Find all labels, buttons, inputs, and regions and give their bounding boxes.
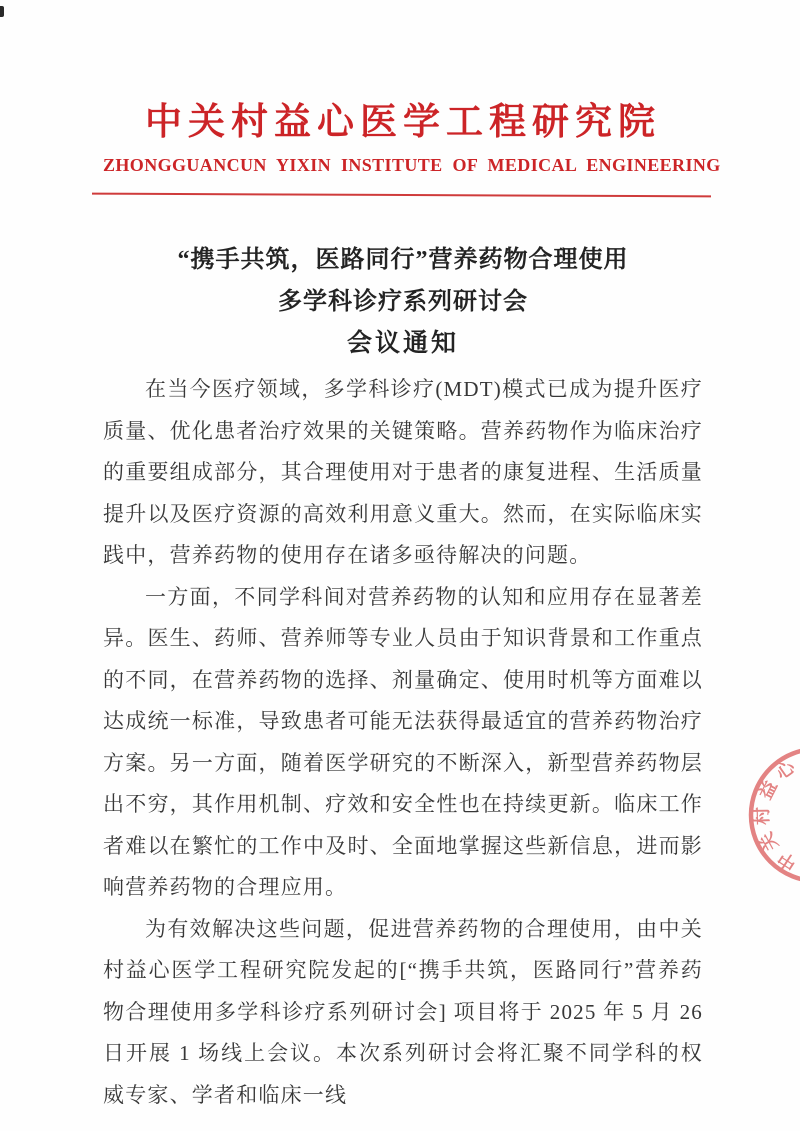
seal-char: 中 xyxy=(774,847,800,875)
paragraph-background: 在当今医疗领域，多学科诊疗(MDT)模式已成为提升医疗质量、优化患者治疗效果的关键策略。营养药物作为临床治疗的重要组成部分，其合理使用对于患者的康复进程、生活质量提升以及医疗资源的高效利用意义重大。然而，在实际临床实践中，营养药物的使用存在诸多亟待解决的问题。 xyxy=(103,377,703,567)
title-line-1: “携手共筑，医路同行”营养药物合理使用 xyxy=(177,247,629,273)
institute-name-english: ZHONGGUANCUN YIXIN INSTITUTE OF MEDICAL ENGINEERING xyxy=(103,155,721,175)
scan-artifact xyxy=(0,6,4,17)
paragraph-problems: 一方面，不同学科间对营养药物的认知和应用存在显著差异。医生、药师、营养师等专业人员由于知识背景和工作重点的不同，在营养药物的选择、剂量确定、使用时机等方面难以达成统一标准，导致患者可能无法获得最适宜的营养药物治疗方案。另一方面，随着医学研究的不断深入，新型营养药物层出不穷，其作用机制、疗效和安全性也在持续更新。临床工作者难以在繁忙的工作中及时、全面地掌握这些新信息，进而影响营养药物的合理应用。 xyxy=(103,584,703,899)
institute-name-chinese: 中关村益心医学工程研究院 xyxy=(145,102,661,143)
letterhead-divider xyxy=(92,193,711,198)
title-line-2: 多学科诊疗系列研讨会 xyxy=(278,288,528,315)
seal-char: 益 xyxy=(755,777,781,803)
seal-char: 村 xyxy=(751,806,773,826)
document-title xyxy=(103,240,703,365)
document-body xyxy=(103,369,703,1116)
official-seal-stamp xyxy=(717,715,800,915)
subtitle-meeting-notice: 会议通知 xyxy=(346,330,459,357)
paragraph-project-announcement: 为有效解决这些问题，促进营养药物的合理使用，由中关村益心医学工程研究院发起的[“携手共筑，医路同行”营养药物合理使用多学科诊疗系列研讨会] 项目将于 2025 年 5 月 26 日开展 1 场线上会议。本次系列研讨会将汇聚不同学科的权威专家、学者和临床一线 xyxy=(103,916,703,1107)
seal-char: 关 xyxy=(755,828,783,855)
seal-char: 心 xyxy=(772,756,799,784)
